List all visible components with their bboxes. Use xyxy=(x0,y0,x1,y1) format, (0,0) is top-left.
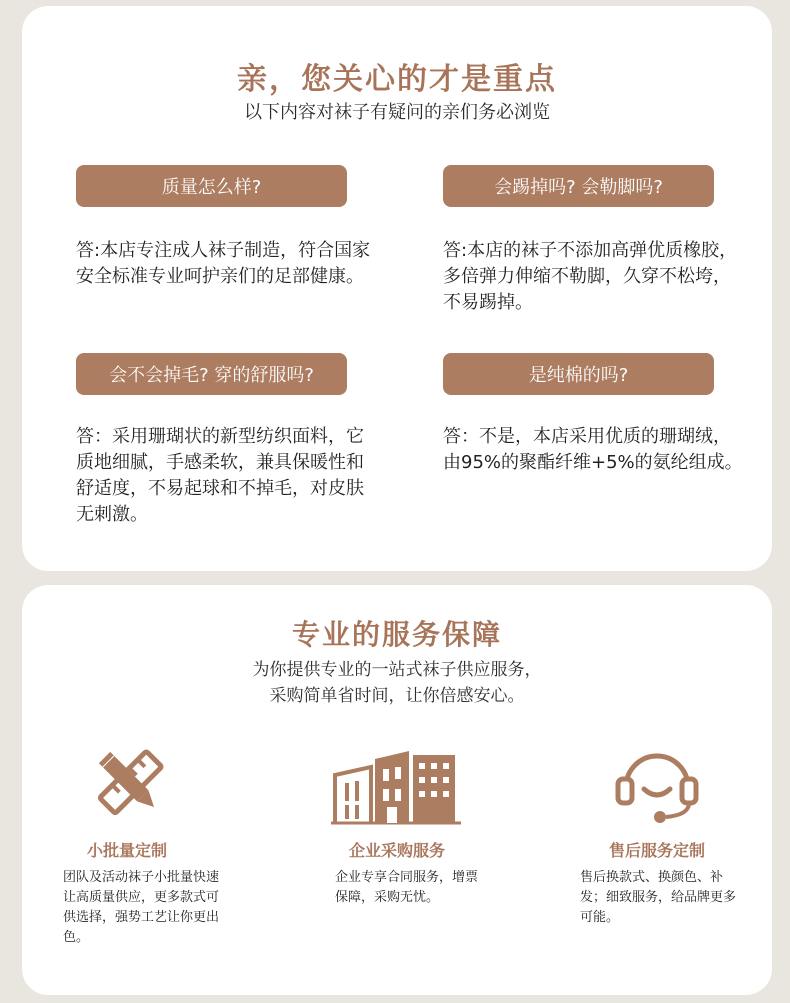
faq-answer-quality: 答:本店专注成人袜子制造，符合国家安全标准专业呵护亲们的足部健康。 xyxy=(76,240,371,287)
buildings-icon xyxy=(331,745,461,829)
pencil-ruler-icon xyxy=(92,745,168,825)
faq-answer-shedding: 答：采用珊瑚状的新型纺织面料，它质地细腻，手感柔软，兼具保暖性和舒适度，不易起球和不掉毛，对皮肤无刺激。 xyxy=(76,426,364,525)
headset-icon xyxy=(614,745,700,829)
service-desc: 团队及活动袜子小批量快速让高质量供应，更多款式可供选择，强势工艺让你更出色。 xyxy=(63,870,220,945)
service-label: 小批量定制 xyxy=(86,841,167,860)
service-desc: 售后换款式、换颜色、补发；细致服务，给品牌更多可能。 xyxy=(580,870,737,925)
service-desc: 企业专享合同服务，增票保障，采购无忧。 xyxy=(335,870,479,905)
faq-subtitle: 以下内容对袜子有疑问的亲们务必浏览 xyxy=(244,102,550,123)
service-label: 售后服务定制 xyxy=(608,841,705,860)
faq-question-slip: 会踢掉吗? 会勒脚吗? xyxy=(443,165,714,207)
service-subtitle-line: 采购简单省时间，让你倍感安心。 xyxy=(269,686,525,706)
faq-question-cotton: 是纯棉的吗? xyxy=(443,353,714,395)
faq-question-shedding: 会不会掉毛? 穿的舒服吗? xyxy=(76,353,347,395)
faq-title: 亲，您关心的才是重点 xyxy=(237,62,557,97)
service-card xyxy=(22,585,772,995)
service-subtitle-line: 为你提供专业的一站式袜子供应服务， xyxy=(252,660,542,680)
faq-answer-cotton: 答：不是，本店采用优质的珊瑚绒，由95%的聚酯纤维+5%的氨纶组成。 xyxy=(443,426,743,473)
faq-card xyxy=(22,6,772,571)
faq-question-quality: 质量怎么样? xyxy=(76,165,347,207)
service-subtitle xyxy=(22,657,772,709)
faq-answer-slip: 答:本店的袜子不添加高弹优质橡胶，多倍弹力伸缩不勒脚，久穿不松垮，不易踢掉。 xyxy=(443,240,738,313)
service-label: 企业采购服务 xyxy=(348,841,445,860)
service-title: 专业的服务保障 xyxy=(291,618,502,651)
